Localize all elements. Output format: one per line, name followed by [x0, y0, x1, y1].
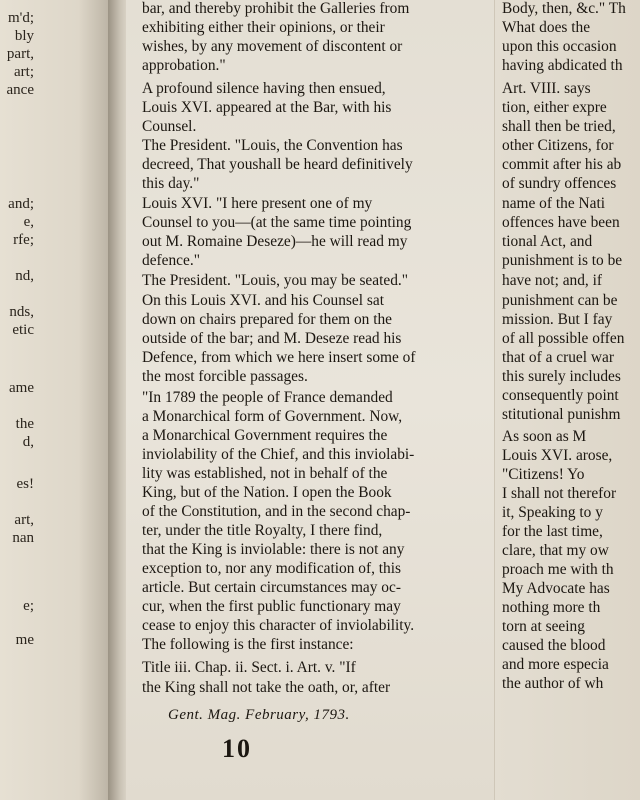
text-line: commit after his ab — [502, 156, 622, 173]
text-line: cease to enjoy this character of inviolability. — [142, 617, 415, 634]
text-line: Counsel to you—(at the same time pointing — [142, 214, 412, 231]
text-line: consequently point — [502, 387, 619, 404]
left-text-fragment: bly — [14, 28, 34, 44]
text-line: Title iii. Chap. ii. Sect. i. Art. v. "If — [142, 659, 356, 676]
text-line: this day." — [142, 175, 200, 192]
text-line: inviolability of the Chief, and this inviolabi- — [142, 446, 415, 463]
text-line: As soon as M — [502, 428, 587, 445]
text-line: What does the — [502, 19, 591, 36]
text-line: Louis XVI. arose, — [502, 447, 613, 464]
text-line: tional Act, and — [502, 233, 593, 250]
left-text-fragment: e; — [23, 598, 34, 614]
text-line: Louis XVI. appeared at the Bar, with his — [142, 99, 392, 116]
text-line: ter, under the title Royalty, I there find, — [142, 522, 383, 539]
text-line: tion, either expre — [502, 99, 607, 116]
text-line: having abdicated th — [502, 57, 623, 74]
text-line: "In 1789 the people of France demanded — [142, 389, 393, 406]
text-line: nothing more th — [502, 599, 601, 616]
left-text-fragment: nds, — [9, 304, 34, 320]
left-text-fragment: art, — [14, 512, 34, 528]
text-line: of the Constitution, and in the second chap- — [142, 503, 411, 520]
text-line: for the last time, — [502, 523, 603, 540]
left-text-fragment: nan — [12, 530, 34, 546]
text-line: out M. Romaine Deseze)—he will read my — [142, 233, 408, 250]
left-text-fragment: etic — [12, 322, 34, 338]
text-line: Defence, from which we here insert some of — [142, 349, 416, 366]
text-line: My Advocate has — [502, 580, 610, 597]
left-text-fragment: art; — [14, 64, 34, 80]
text-line: wishes, by any movement of discontent or — [142, 38, 403, 55]
left-text-fragment: m'd; — [7, 10, 34, 26]
text-line: the King shall not take the oath, or, after — [142, 679, 391, 696]
text-line: The following is the first instance: — [142, 636, 354, 653]
text-line: proach me with th — [502, 561, 614, 578]
left-text-fragment: nd, — [15, 268, 34, 284]
text-line: upon this occasion — [502, 38, 617, 55]
text-line: that the King is inviolable: there is not any — [142, 541, 405, 558]
text-line: Counsel. — [142, 118, 197, 135]
text-line: clare, that my ow — [502, 542, 609, 559]
text-line: approbation." — [142, 57, 226, 74]
text-line: decreed, That youshall be heard definitively — [142, 156, 413, 173]
text-line: On this Louis XVI. and his Counsel sat — [142, 292, 384, 309]
text-line: exhibiting either their opinions, or their — [142, 19, 385, 36]
text-line: I shall not therefor — [502, 485, 617, 502]
left-text-fragment: ame — [9, 380, 34, 396]
text-line: article. But certain circumstances may oc- — [142, 579, 401, 596]
text-line: offences have been — [502, 214, 620, 231]
text-line: bar, and thereby prohibit the Galleries from — [142, 0, 410, 17]
text-line: the most forcible passages. — [142, 368, 308, 385]
left-text-fragment: me — [15, 632, 34, 648]
text-line: a Monarchical form of Government. Now, — [142, 408, 403, 425]
left-text-fragment: rfe; — [13, 232, 34, 248]
text-line: the author of wh — [502, 675, 604, 692]
page-number: 10 — [222, 734, 252, 763]
text-line: Louis XVI. "I here present one of my — [142, 195, 373, 212]
left-text-fragment: d, — [22, 434, 34, 450]
text-line: of all possible offen — [502, 330, 625, 347]
text-line: name of the Nati — [502, 195, 605, 212]
text-line: punishment can be — [502, 292, 618, 309]
text-line: "Citizens! Yo — [502, 466, 585, 483]
text-line: shall then be tried, — [502, 118, 616, 135]
text-line: Body, then, &c." Th — [502, 0, 626, 17]
text-line: torn at seeing — [502, 618, 585, 635]
text-line: cur, when the first public functionary may — [142, 598, 401, 615]
text-line: it, Speaking to y — [502, 504, 603, 521]
page-footer: Gent. Mag. February, 1793. — [168, 707, 350, 723]
text-line: have not; and, if — [502, 272, 603, 289]
text-line: King, but of the Nation. I open the Book — [142, 484, 392, 501]
left-page-fragment — [0, 0, 112, 800]
text-line: defence." — [142, 252, 200, 269]
text-line: this surely includes — [502, 368, 621, 385]
text-line: lity was established, not in behalf of the — [142, 465, 388, 482]
left-text-fragment: the — [15, 416, 34, 432]
left-text-fragment: and; — [8, 196, 34, 212]
left-text-fragment: e, — [23, 214, 34, 230]
text-line: outside of the bar; and M. Deseze read his — [142, 330, 402, 347]
text-line: Art. VIII. says — [502, 80, 591, 97]
text-line: punishment is to be — [502, 252, 623, 269]
text-line: and more especia — [502, 656, 609, 673]
text-line: stitutional punishm — [502, 406, 621, 423]
left-text-fragment: es! — [16, 476, 34, 492]
text-line: caused the blood — [502, 637, 606, 654]
text-line: exception to, nor any modification of, this — [142, 560, 402, 577]
left-text-fragment: part, — [6, 46, 34, 62]
text-line: mission. But I fay — [502, 311, 613, 328]
left-text-fragment: ance — [6, 82, 34, 98]
text-line: other Citizens, for — [502, 137, 614, 154]
text-line: The President. "Louis, the Convention has — [142, 137, 403, 154]
text-line: a Monarchical Government requires the — [142, 427, 388, 444]
text-line: that of a cruel war — [502, 349, 614, 366]
text-line: down on chairs prepared for them on the — [142, 311, 393, 328]
text-line: A profound silence having then ensued, — [142, 80, 386, 97]
text-line: The President. "Louis, you may be seated." — [142, 272, 409, 289]
text-line: of sundry offences — [502, 175, 617, 192]
